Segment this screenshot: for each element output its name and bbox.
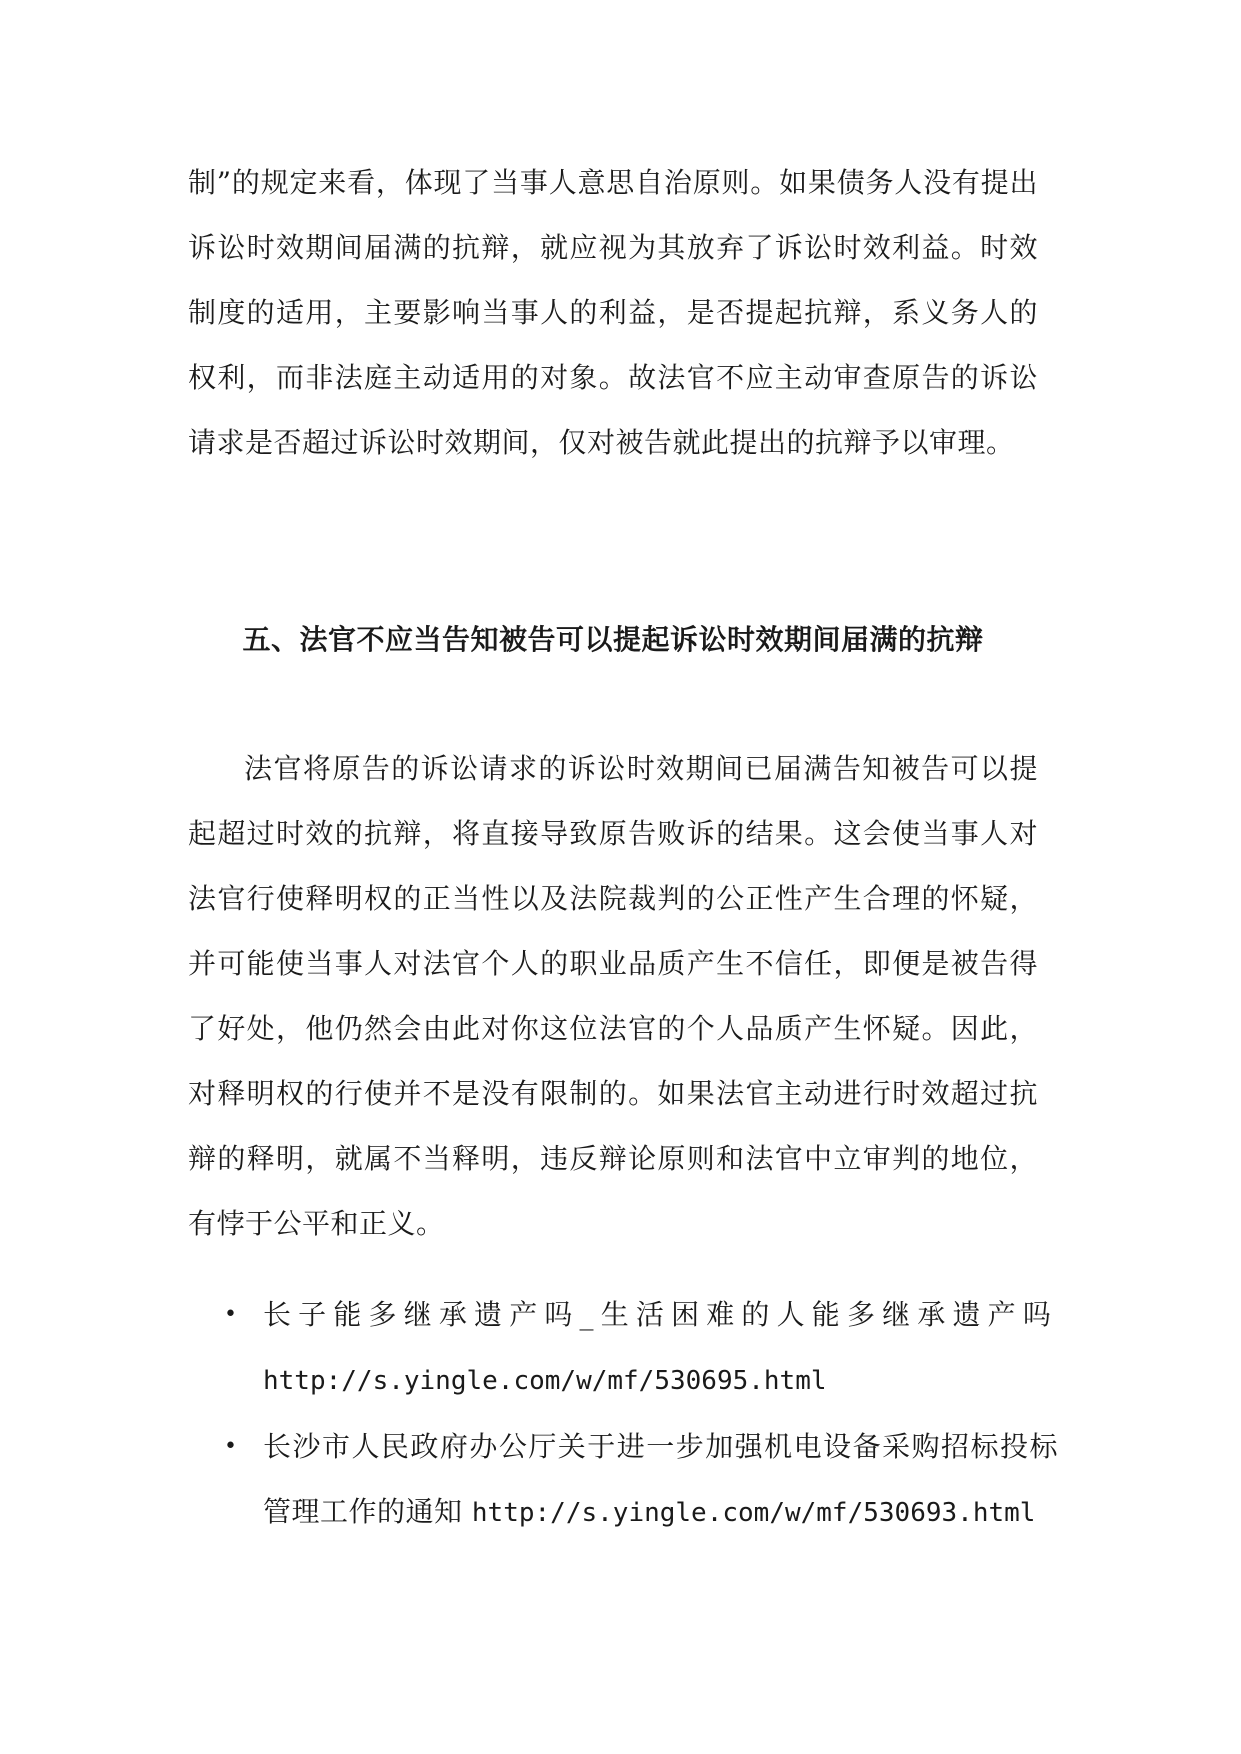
related-link-title[interactable]: 长子能多继承遗产吗_生活困难的人能多继承遗产吗 [263,1298,1058,1331]
related-link-title[interactable]: 长沙市人民政府办公厅关于进一步加强机电设备采购招标投标管理工作的通知 [263,1430,1058,1528]
bullet-icon: • [224,1434,238,1459]
related-link-item[interactable] [188,1282,1058,1414]
related-link-item[interactable] [188,1414,1058,1546]
body-paragraph-1: 制”的规定来看，体现了当事人意思自治原则。如果债务人没有提出诉讼时效期间届满的抗辩，就应视为其放弃了诉讼时效利益。时效制度的适用，主要影响当事人的利益，是否提起抗辩，系义务人的权利，而非法庭主动适用的对象。故法官不应主动审查原告的诉讼请求是否超过诉讼时效期间，仅对被告就此提出的抗辩予以审理。 [188,166,1038,459]
body-paragraph-2: 法官将原告的诉讼请求的诉讼时效期间已届满告知被告可以提起超过时效的抗辩，将直接导致原告败诉的结果。这会使当事人对法官行使释明权的正当性以及法院裁判的公正性产生合理的怀疑，并可能使当事人对法官个人的职业品质产生不信任，即便是被告得了好处，他仍然会由此对你这位法官的个人品质产生怀疑。因此，对释明权的行使并不是没有限制的。如果法官主动进行时效超过抗辩的释明，就属不当释明，违反辩论原则和法官中立审判的地位，有悖于公平和正义。 [188,752,1038,1240]
related-link-url[interactable]: http://s.yingle.com/w/mf/530693.html [471,1498,1036,1528]
bullet-icon: • [224,1302,238,1327]
section-heading: 五、法官不应当告知被告可以提起诉讼时效期间届满的抗辩 [242,623,984,656]
related-links-list [188,1282,1058,1546]
related-link-url[interactable]: http://s.yingle.com/w/mf/530695.html [263,1366,827,1396]
